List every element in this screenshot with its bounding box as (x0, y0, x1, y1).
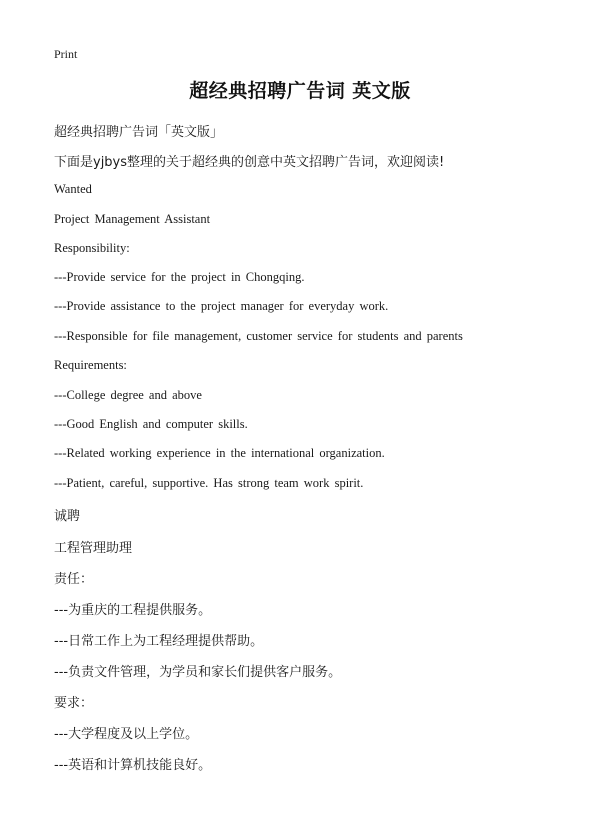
requirement-item-cn: ---英语和计算机技能良好。 (54, 758, 212, 773)
intro-text: 下面是yjbys整理的关于超经典的创意中英文招聘广告词，欢迎阅读! (54, 155, 445, 170)
requirement-item-en: ---Related working experience in the international organization. (54, 446, 385, 460)
position-cn: 工程管理助理 (54, 541, 133, 556)
responsibility-heading-en: Responsibility: (54, 241, 130, 255)
print-label: Print (54, 47, 78, 61)
requirement-item-en: ---Good English and computer skills. (54, 417, 248, 431)
wanted-en: Wanted (54, 182, 92, 196)
wanted-cn: 诚聘 (54, 509, 81, 524)
responsibility-item-cn: ---日常工作上为工程经理提供帮助。 (54, 634, 264, 649)
responsibility-item-en: ---Responsible for file management, customer service for students and parents (54, 329, 463, 343)
requirement-item-cn: ---大学程度及以上学位。 (54, 727, 199, 742)
responsibility-item-cn: ---负责文件管理，为学员和家长们提供客户服务。 (54, 665, 342, 680)
responsibility-item-en: ---Provide assistance to the project manager for everyday work. (54, 299, 389, 313)
responsibility-heading-cn: 责任： (54, 572, 94, 587)
responsibility-item-en: ---Provide service for the project in Chongqing. (54, 270, 305, 284)
page-title: 超经典招聘广告词 英文版 (189, 80, 411, 102)
position-en: Project Management Assistant (54, 212, 211, 226)
requirements-heading-cn: 要求： (54, 696, 94, 711)
subtitle: 超经典招聘广告词「英文版」 (54, 125, 224, 140)
requirement-item-en: ---Patient, careful, supportive. Has strong team work spirit. (54, 476, 364, 490)
requirement-item-en: ---College degree and above (54, 388, 202, 402)
responsibility-item-cn: ---为重庆的工程提供服务。 (54, 603, 212, 618)
requirements-heading-en: Requirements: (54, 358, 127, 372)
